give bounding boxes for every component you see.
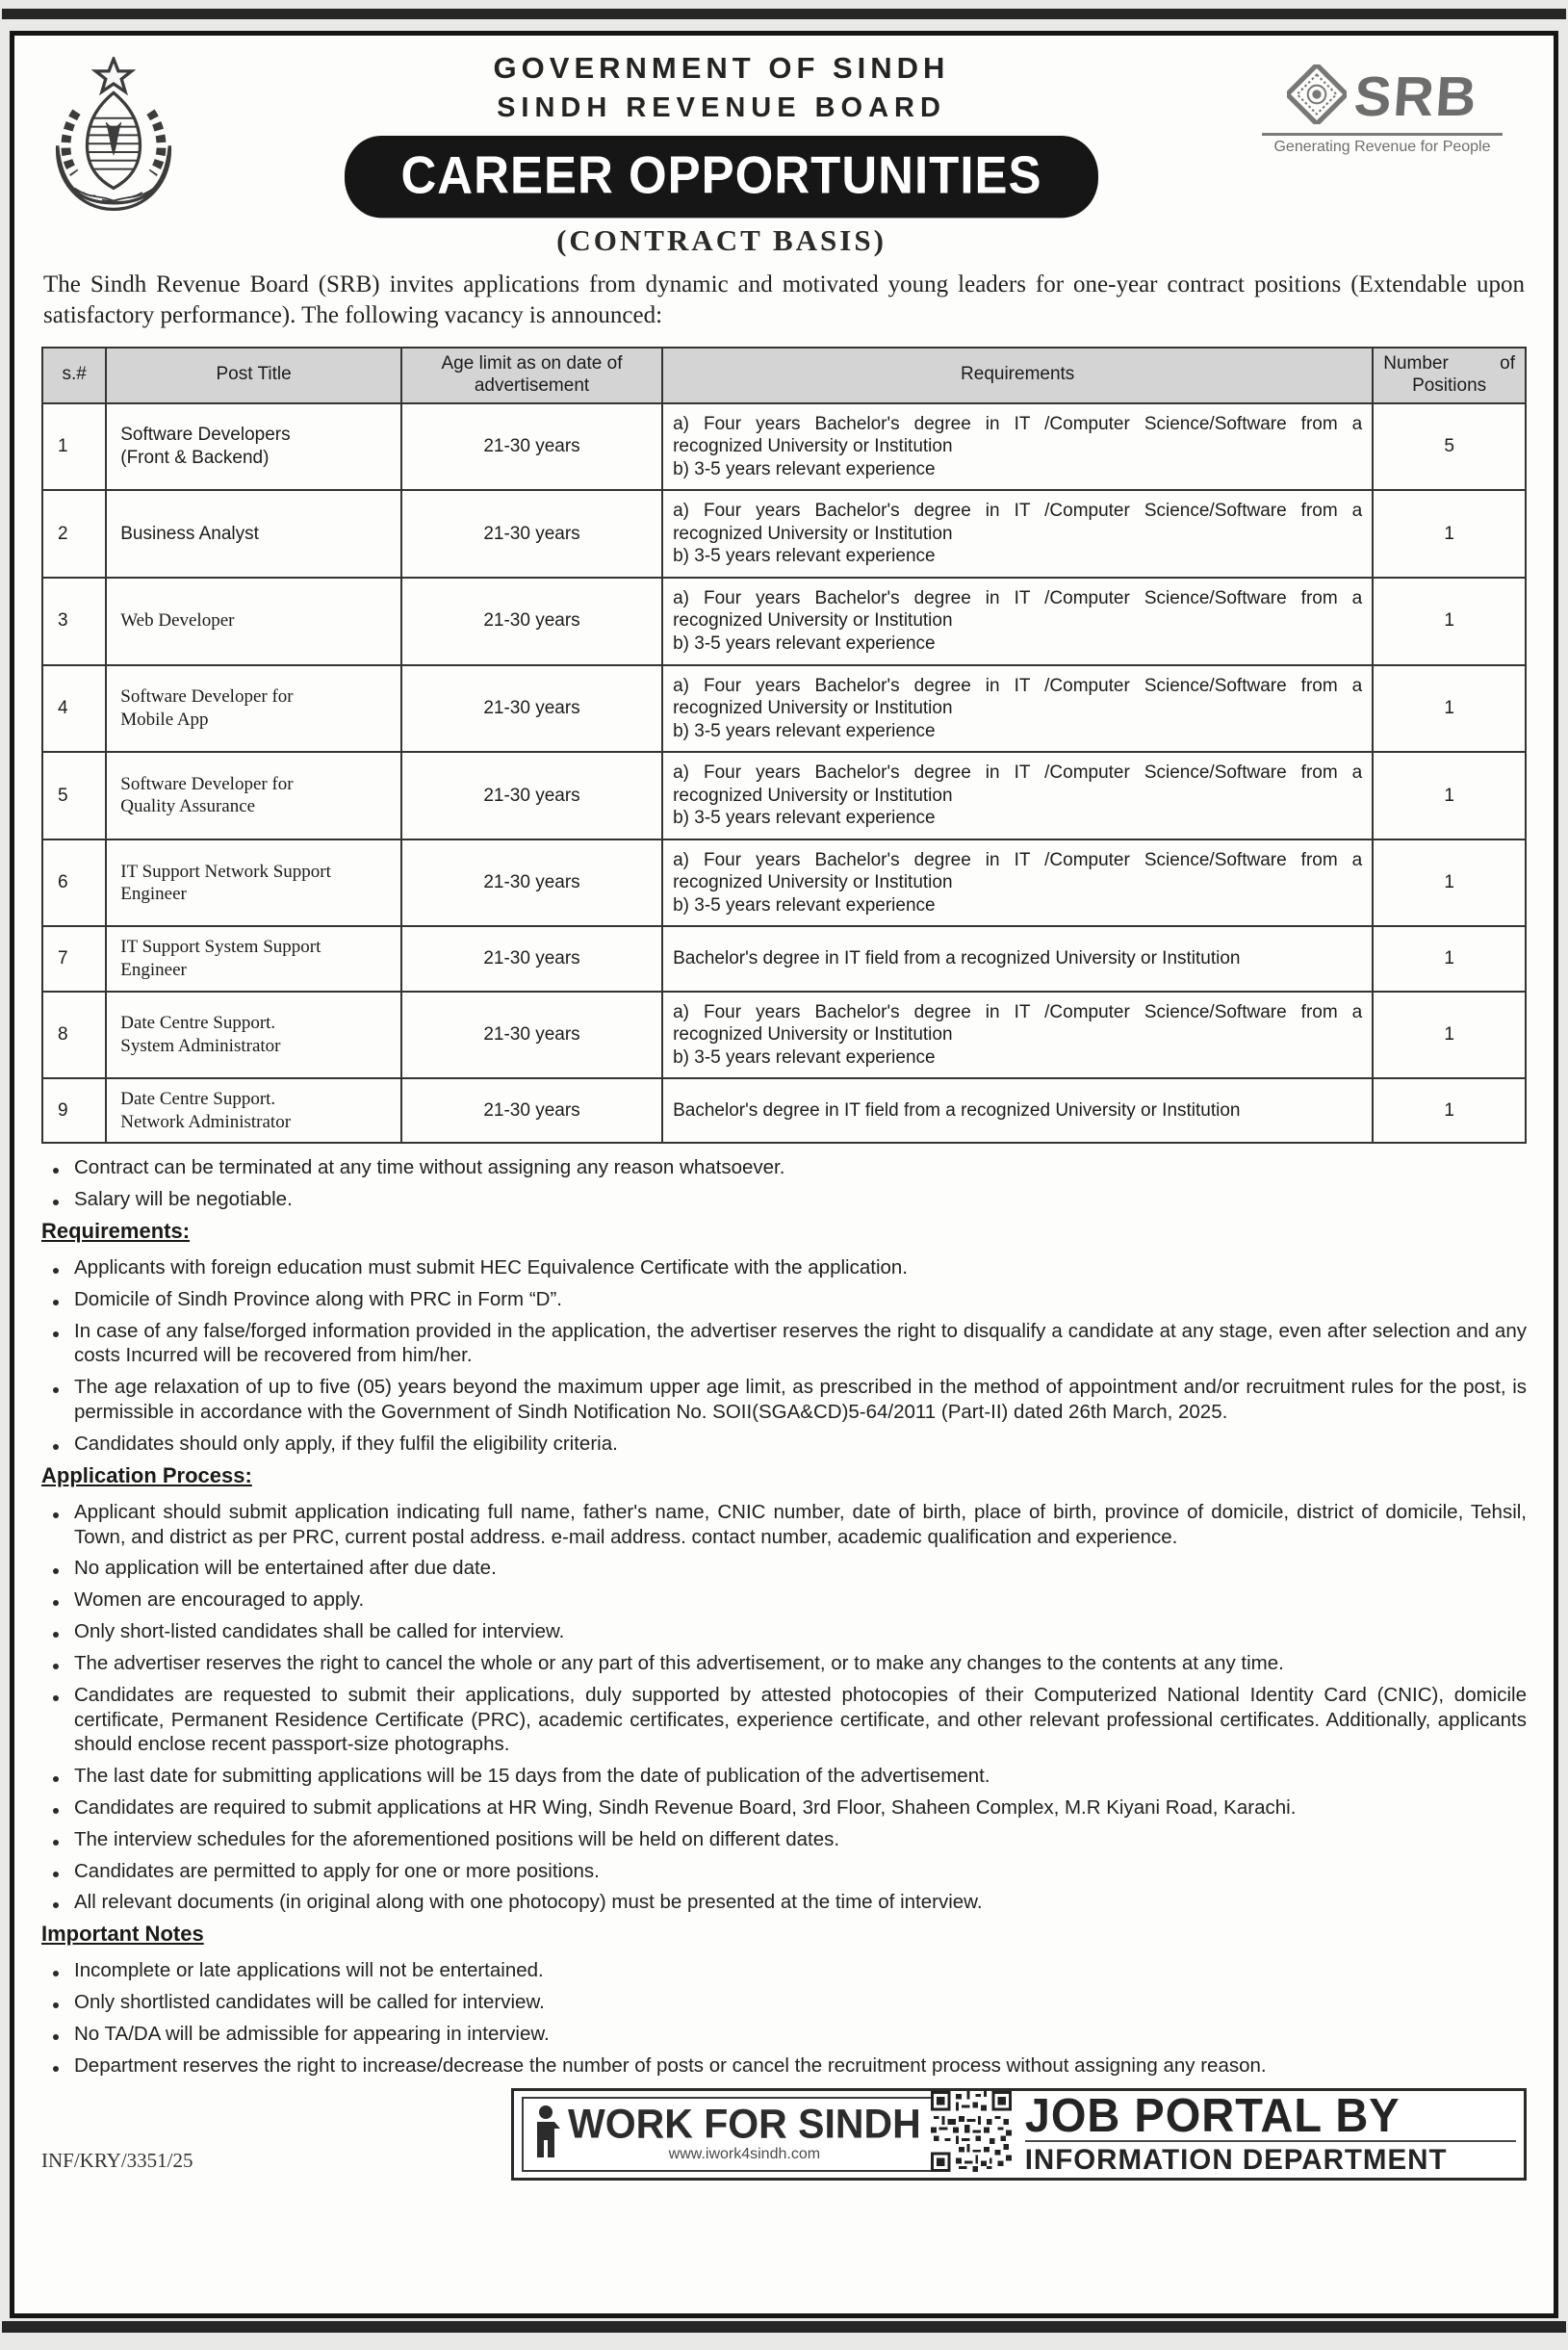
table-row: [42, 490, 1526, 578]
row-post-title: Date Centre Support. Network Administrator: [106, 1078, 401, 1143]
list-item: [41, 1287, 1527, 1312]
row-serial: 6: [42, 839, 106, 927]
row-positions: 1: [1373, 578, 1526, 665]
list-item-text: In case of any false/forged information provided in the application, the advertiser reserves the right to disqualify a candidate at any stage, even after selection and any costs Incurred will be recovered from him/her.: [74, 1319, 1527, 1367]
advertisement-ref-number: INF/KRY/3351/25: [41, 2148, 193, 2172]
table-row: [42, 403, 1526, 491]
list-item: [41, 1375, 1527, 1425]
row-positions: 1: [1373, 665, 1526, 753]
table-row: [42, 578, 1526, 665]
list-item-text: Only shortlisted candidates will be called for interview.: [74, 1991, 545, 2014]
list-item-text: Only short-listed candidates shall be called for interview.: [74, 1620, 565, 1643]
list-item: [41, 1990, 1527, 2015]
row-positions: 1: [1373, 992, 1526, 1079]
table-header-row: [42, 348, 1526, 403]
list-item-text: No application will be entertained after due date.: [74, 1557, 497, 1580]
bullet-icon: [53, 1512, 59, 1518]
list-item: [41, 1155, 1527, 1180]
list-item-text: Contract can be terminated at any time without assigning any reason whatsoever.: [74, 1156, 785, 1179]
bullet-icon: [53, 1600, 59, 1606]
bullet-icon: [53, 1664, 59, 1669]
bullet-icon: [53, 1872, 59, 1877]
row-post-title: Software Developers (Front & Backend): [106, 403, 401, 491]
row-serial: 2: [42, 490, 106, 578]
list-item-text: All relevant documents (in original along with one photocopy) must be presented at the time of interview.: [74, 1891, 983, 1914]
row-post-title: Business Analyst: [106, 490, 401, 578]
list-item: [41, 1255, 1527, 1280]
board-title: SINDH REVENUE BOARD: [497, 92, 946, 123]
row-post-title: Web Developer: [106, 578, 401, 665]
row-age-limit: 21-30 years: [401, 839, 662, 927]
list-item: [41, 1958, 1527, 1983]
list-item: [41, 1187, 1527, 1212]
bullet-icon: [53, 1387, 59, 1393]
row-requirements: Bachelor's degree in IT field from a recognized University or Institution: [662, 926, 1373, 991]
list-item-text: Incomplete or late applications will not be entertained.: [74, 1959, 544, 1982]
list-item: [41, 2053, 1527, 2079]
list-item: [41, 1651, 1527, 1676]
row-post-title: Software Developer for Quality Assurance: [106, 752, 401, 839]
list-item: [41, 1890, 1527, 1915]
government-title: GOVERNMENT OF SINDH: [493, 51, 950, 85]
important-notes-heading: Important Notes: [41, 1922, 204, 1947]
bullet-icon: [53, 1168, 59, 1174]
row-serial: 1: [42, 403, 106, 491]
crest-star: [95, 59, 131, 91]
row-age-limit: 21-30 years: [401, 403, 662, 491]
list-item-text: Candidates are required to submit applications at HR Wing, Sindh Revenue Board, 3rd Floor, Shaheen Complex, M.R Kiyani Road, Karachi.: [74, 1796, 1297, 1819]
list-item: [41, 1827, 1527, 1852]
contract-basis-subtitle: (CONTRACT BASIS): [556, 223, 887, 257]
col-header-positions: Number of Positions: [1373, 348, 1526, 403]
row-post-title: IT Support System Support Engineer: [106, 926, 401, 991]
bullet-icon: [53, 1840, 59, 1846]
job-portal-line2: INFORMATION DEPARTMENT: [1025, 2140, 1516, 2177]
row-serial: 4: [42, 665, 106, 753]
table-row: [42, 665, 1526, 753]
application-process-heading: Application Process:: [41, 1462, 252, 1487]
person-icon: [535, 2105, 560, 2162]
row-positions: 1: [1373, 490, 1526, 578]
row-requirements: a) Four years Bachelor's degree in IT /Computer Science/Software from a recognized University or Institution b) 3-5 years relevant experience: [662, 839, 1373, 927]
bullet-icon: [53, 2066, 59, 2072]
work-for-sindh-label: WORK FOR SINDH: [568, 2100, 921, 2148]
srb-logo: [1238, 51, 1527, 156]
vacancy-table: [41, 347, 1527, 1144]
bullet-icon: [53, 2034, 59, 2040]
list-item: [41, 1588, 1527, 1613]
list-item: [41, 1619, 1527, 1644]
list-item: [41, 1432, 1527, 1457]
list-item-text: Candidates are requested to submit their applications, duly supported by attested photocopies of their Computerized National Identity Card (CNIC), domicile certificate, Permanent Residence Certificate (PRC), academic certificates, experience certificate, and other relevant professional certificates. Additionally, applicants should enclose recent passport-size photographs.: [74, 1683, 1527, 1756]
table-row: [42, 926, 1526, 991]
row-serial: 5: [42, 752, 106, 839]
job-portal-line1: JOB PORTAL BY: [1024, 2087, 1401, 2141]
row-post-title: Software Developer for Mobile App: [106, 665, 401, 753]
list-item: [41, 1764, 1527, 1789]
list-item: [41, 1859, 1527, 1884]
list-item: [41, 1556, 1527, 1581]
bullet-icon: [53, 1971, 59, 1976]
row-age-limit: 21-30 years: [401, 665, 662, 753]
row-serial: 7: [42, 926, 106, 991]
row-serial: 9: [42, 1078, 106, 1143]
row-requirements: a) Four years Bachelor's degree in IT /Computer Science/Software from a recognized University or Institution b) 3-5 years relevant experience: [662, 403, 1373, 491]
list-item-text: Applicants with foreign education must submit HEC Equivalence Certificate with the application.: [74, 1255, 908, 1278]
application-process-list: [41, 1500, 1527, 1916]
row-post-title: Date Centre Support. System Administrator: [106, 992, 401, 1079]
table-row: [42, 992, 1526, 1079]
bullet-icon: [53, 1808, 59, 1814]
bullet-icon: [53, 1200, 59, 1205]
bullet-icon: [53, 1695, 59, 1701]
row-serial: 3: [42, 578, 106, 665]
header: [41, 51, 1527, 258]
list-item-text: No TA/DA will be admissible for appearing in interview.: [74, 2022, 550, 2045]
requirements-heading: Requirements:: [41, 1218, 191, 1243]
row-requirements: a) Four years Bachelor's degree in IT /Computer Science/Software from a recognized University or Institution b) 3-5 years relevant experience: [662, 490, 1373, 578]
requirements-list: [41, 1255, 1527, 1457]
list-item-text: Domicile of Sindh Province along with PRC in Form “D”.: [74, 1287, 562, 1310]
row-requirements: a) Four years Bachelor's degree in IT /Computer Science/Software from a recognized University or Institution b) 3-5 years relevant experience: [662, 665, 1373, 753]
bullet-icon: [53, 1268, 59, 1274]
col-header-age-limit: Age limit as on date of advertisement: [401, 348, 662, 403]
job-portal-banner: [511, 2088, 1527, 2181]
srb-tagline: Generating Revenue for People: [1273, 139, 1491, 155]
list-item-text: Department reserves the right to increase/decrease the number of posts or cancel the recruitment process without assigning any reason.: [74, 2053, 1267, 2077]
bullet-icon: [53, 1776, 59, 1782]
row-post-title: IT Support Network Support Engineer: [106, 839, 401, 927]
bottom-rule-bar: [2, 2321, 1566, 2333]
list-item: [41, 1500, 1527, 1550]
row-positions: 5: [1373, 403, 1526, 491]
col-header-requirements: Requirements: [662, 348, 1373, 403]
list-item: [41, 1683, 1527, 1757]
row-age-limit: 21-30 years: [401, 992, 662, 1079]
row-age-limit: 21-30 years: [401, 490, 662, 578]
list-item: [41, 1795, 1527, 1821]
list-item-text: Candidates should only apply, if they fulfil the eligibility criteria.: [74, 1432, 618, 1455]
row-age-limit: 21-30 years: [401, 752, 662, 839]
footer: [41, 2088, 1527, 2181]
row-positions: 1: [1373, 839, 1526, 927]
work-for-sindh-url: www.iwork4sindh.com: [668, 2146, 821, 2163]
job-portal-text: [1021, 2087, 1516, 2177]
intro-paragraph: The Sindh Revenue Board (SRB) invites applications from dynamic and motivated young leaders for one-year contract positions (Extendable upon satisfactory performance). The following vacancy is announced:: [43, 271, 1525, 328]
row-positions: 1: [1373, 752, 1526, 839]
row-positions: 1: [1373, 1078, 1526, 1143]
row-requirements: a) Four years Bachelor's degree in IT /Computer Science/Software from a recognized University or Institution b) 3-5 years relevant experience: [662, 752, 1373, 839]
page-margin-strip: [0, 0, 1568, 9]
header-titles: [205, 51, 1238, 258]
general-notes: [41, 1155, 1527, 1212]
sindh-government-crest-icon: [41, 51, 205, 220]
row-requirements: a) Four years Bachelor's degree in IT /Computer Science/Software from a recognized University or Institution b) 3-5 years relevant experience: [662, 992, 1373, 1079]
srb-logo-rule: [1262, 133, 1503, 136]
table-row: [42, 839, 1526, 927]
bullet-icon: [53, 1331, 59, 1337]
row-age-limit: 21-30 years: [401, 578, 662, 665]
bullet-icon: [53, 1632, 59, 1638]
list-item-text: Women are encouraged to apply.: [74, 1588, 365, 1612]
srb-diamond-icon: [1287, 65, 1347, 129]
row-positions: 1: [1373, 926, 1526, 991]
advertisement-frame: [10, 31, 1558, 2318]
qr-code: [931, 2091, 1012, 2177]
bullet-icon: [53, 1568, 59, 1574]
list-item-text: The advertiser reserves the right to cancel the whole or any part of this advertisement, or to make any changes to the contents at any time.: [74, 1651, 1284, 1674]
list-item-text: The age relaxation of up to five (05) years beyond the maximum upper age limit, as prescribed in the method of appointment and/or recruitment rules for the post, is permissible in accordance with the Government of Sindh Notification No. SOII(SGA&CD)5-64/2011 (Part-II) dated 26th March, 2025.: [74, 1376, 1527, 1424]
list-item-text: Candidates are permitted to apply for one or more positions.: [74, 1859, 600, 1882]
work-for-sindh-badge: [522, 2097, 935, 2172]
bullet-icon: [53, 1300, 59, 1305]
list-item-text: The last date for submitting applications will be 15 days from the date of publication of the advertisement.: [74, 1765, 990, 1788]
important-notes-list: [41, 1958, 1527, 2078]
list-item-text: Applicant should submit application indicating full name, father's name, CNIC number, date of birth, place of birth, province of domicile, district of domicile, Tehsil, Town, and district as per PRC, current postal address. e-mail address. contact number, academic qualification and experience.: [74, 1500, 1527, 1548]
row-serial: 8: [42, 992, 106, 1079]
list-item: [41, 2022, 1527, 2047]
table-row: [42, 1078, 1526, 1143]
career-opportunities-banner: CAREER OPPORTUNITIES: [345, 136, 1097, 218]
row-requirements: a) Four years Bachelor's degree in IT /Computer Science/Software from a recognized University or Institution b) 3-5 years relevant experience: [662, 578, 1373, 665]
list-item: [41, 1319, 1527, 1369]
row-age-limit: 21-30 years: [401, 926, 662, 991]
row-requirements: Bachelor's degree in IT field from a recognized University or Institution: [662, 1078, 1373, 1143]
table-row: [42, 752, 1526, 839]
col-header-post-title: Post Title: [106, 348, 401, 403]
bullet-icon: [53, 2002, 59, 2008]
col-header-serial: s.#: [42, 348, 106, 403]
bullet-icon: [53, 1902, 59, 1908]
list-item-text: Salary will be negotiable.: [74, 1188, 293, 1211]
top-rule-bar: [2, 9, 1566, 19]
list-item-text: The interview schedules for the aforementioned positions will be held on different dates.: [74, 1827, 840, 1850]
bullet-icon: [53, 1444, 59, 1450]
srb-logo-text: SRB: [1351, 65, 1480, 128]
row-age-limit: 21-30 years: [401, 1078, 662, 1143]
